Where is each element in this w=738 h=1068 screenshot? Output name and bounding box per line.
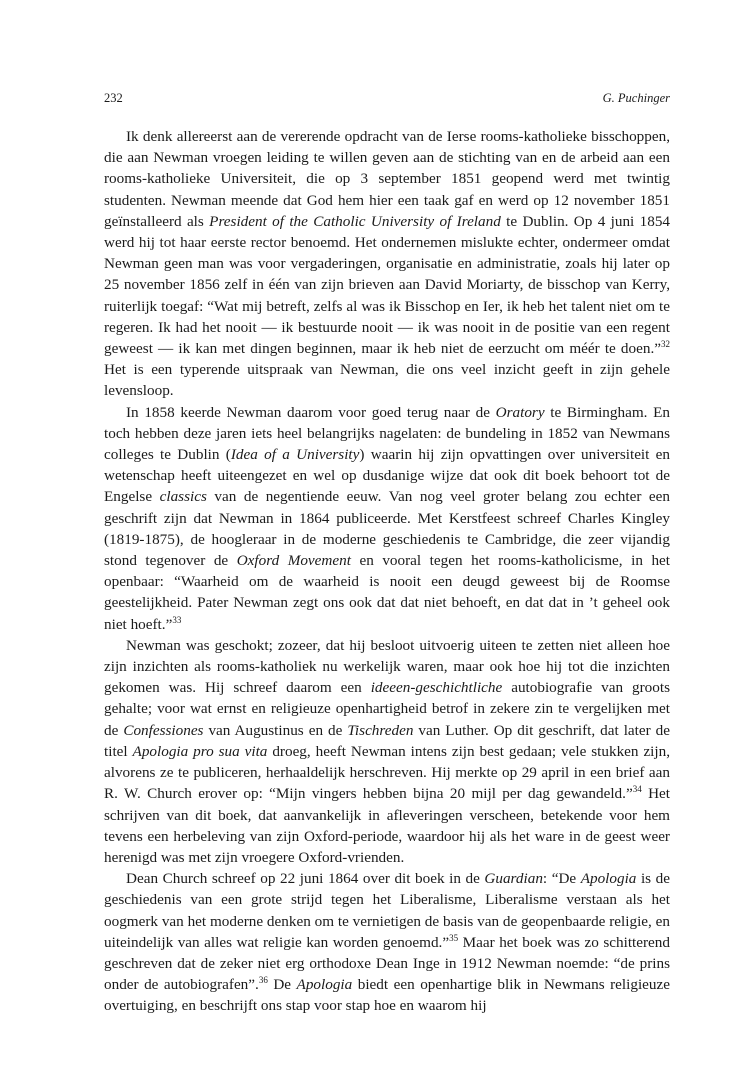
text-run: van de negentiende eeuw. Van nog veel groter belang zou echter een geschrift zijn dat Newman in 1864 publiceerde. Met Kerstfeest schreef Charles Kingley (1819-1875), de hoogleraar in de moderne geschiedenis te Cambridge, die zeer vijandig stond tegenover de <box>104 488 670 570</box>
text-run: De <box>267 976 297 994</box>
italic-text: Guardian <box>484 870 543 888</box>
footnote-ref: 35 <box>449 932 459 943</box>
paragraph <box>104 402 670 635</box>
footnote-ref: 34 <box>632 784 642 795</box>
text-run: biedt een openhartige blik in Newmans religieuze overtuiging, en beschrijft ons stap voor stap hoe en waarom hij <box>104 976 670 1015</box>
running-head-author: G. Puchinger <box>602 91 670 105</box>
text-run: Het is een typerende uitspraak van Newman, die ons veel inzicht geeft in zijn gehele levensloop. <box>104 361 670 400</box>
text-run: van Augustinus en de <box>203 721 348 739</box>
text-run: autobiografie van groots gehalte; voor wat ernst en religieuze openhartigheid betrof in zekere zin te vergelijken met de <box>104 679 670 739</box>
paragraph <box>104 126 670 402</box>
text-run: Maar het boek was zo schitterend geschreven dat de zeker niet erg orthodoxe Dean Inge in 1912 Newman noemde: “de prins onder de autobiografen”. <box>104 933 670 994</box>
italic-text: Confessiones <box>123 721 204 739</box>
italic-text: ideeen-geschichtliche <box>370 679 503 697</box>
text-run: Ik denk allereerst aan de vererende opdracht van de Ierse rooms-katholieke bisschoppen, die aan Newman vroegen leiding te willen geven aan de stichting van en de arbeid aan een rooms-katholieke Universiteit, die op 3 september 1851 geopend werd met twintig studenten. Newman meende dat God hem hier een taak gaf en werd op 12 november 1851 geïnstalleerd als <box>104 128 670 230</box>
page-number: 232 <box>104 91 123 105</box>
footnote-ref: 36 <box>258 975 268 986</box>
italic-text: classics <box>159 488 207 506</box>
text-run: Newman was geschokt; zozeer, dat hij besloot uitvoerig uiteen te zetten niet alleen hoe zijn inzichten als rooms-katholiek nu werkelijk waren, maar ook hoe hij tot die inzichten gekomen was. Hij schreef daarom een <box>104 636 670 697</box>
paragraph <box>104 868 670 1016</box>
italic-text: Tischreden <box>347 721 414 739</box>
footnote-ref: 32 <box>661 339 670 350</box>
text-run: Het schrijven van dit boek, dat aanvankelijk in afleveringen verscheen, betekende voor hem tevens een herbeleving van zijn Oxford-periode, waardoor hij als het ware in de geest weer herenigd was met zijn vroegere Oxford-vrienden. <box>104 785 670 866</box>
italic-text: Idea of a University <box>230 446 360 464</box>
italic-text: Apologia <box>580 870 637 888</box>
text-run: te Birmingham. En toch hebben deze jaren iets heel belangrijks nagelaten: de bundeling in 1852 van Newmans colleges te Dublin ( <box>104 403 670 464</box>
text-run: is de geschiedenis van een grote strijd tegen het Liberalisme, Liberalisme verstaan als het oogmerk van het moderne denken om te vernietigen de basis van de geopenbaarde religie, en uiteindelijk van alles wat religie kan worden genoemd.” <box>104 870 670 951</box>
italic-text: Apologia pro sua vita <box>132 742 268 760</box>
body-text <box>104 126 670 1017</box>
footnote-ref: 33 <box>172 614 182 625</box>
italic-text: Apologia <box>296 976 353 994</box>
text-run: droeg, heeft Newman intens zijn best gedaan; vele stukken zijn, alvorens ze te publiceren, herhaaldelijk herschreven. Hij merkte op 29 april in een brief aan R. W. Church erover op: “Mijn vingers hebben bijna 20 mijl per dag gewandeld.” <box>104 742 671 803</box>
text-run: ) waarin hij zijn opvattingen over universiteit en wetenschap heeft uiteengezet en wel op dusdanige wijze dat ook dit boek behoort tot de Engelse <box>104 446 670 506</box>
italic-text: President of the Catholic University of Ireland <box>209 212 501 230</box>
text-run: te Dublin. Op 4 juni 1854 werd hij tot haar eerste rector benoemd. Het ondernemen mislukte echter, ondermeer omdat Newman geen man was voor vergaderingen, organisatie en administratie, zoals hij later op 25 november 1856 zelf in één van zijn brieven aan David Moriarty, de bisschop van Kerry, ruiterlijk toegaf: “Wat mij betreft, zelfs al was ik Bisschop en Ier, ik heb het talent niet om te regeren. Ik had het nooit — ik bestuurde nooit — ik was nooit in de positie van een regent geweest — ik kan met dingen beginnen, maar ik heb niet de eerzucht om méér te doen.” <box>104 212 671 358</box>
paragraph <box>104 635 670 868</box>
text-run: : “De <box>542 870 581 888</box>
text-run: Dean Church schreef op 22 juni 1864 over dit boek in de <box>126 870 485 888</box>
italic-text: Oratory <box>495 403 545 421</box>
text-run: In 1858 keerde Newman daarom voor goed terug naar de <box>126 403 496 421</box>
text-run: van Luther. Op dit geschrift, dat later de titel <box>104 721 670 760</box>
text-run: en vooral tegen het rooms-katholicisme, in het openbaar: “Waarheid om de waarheid is nooit een deugd geweest bij de Roomse geestelijkheid. Pater Newman zegt ons ook dat dat niet behoeft, en dat dat in ’t geheel ook niet hoeft.” <box>104 552 671 633</box>
italic-text: Oxford Movement <box>236 552 351 570</box>
